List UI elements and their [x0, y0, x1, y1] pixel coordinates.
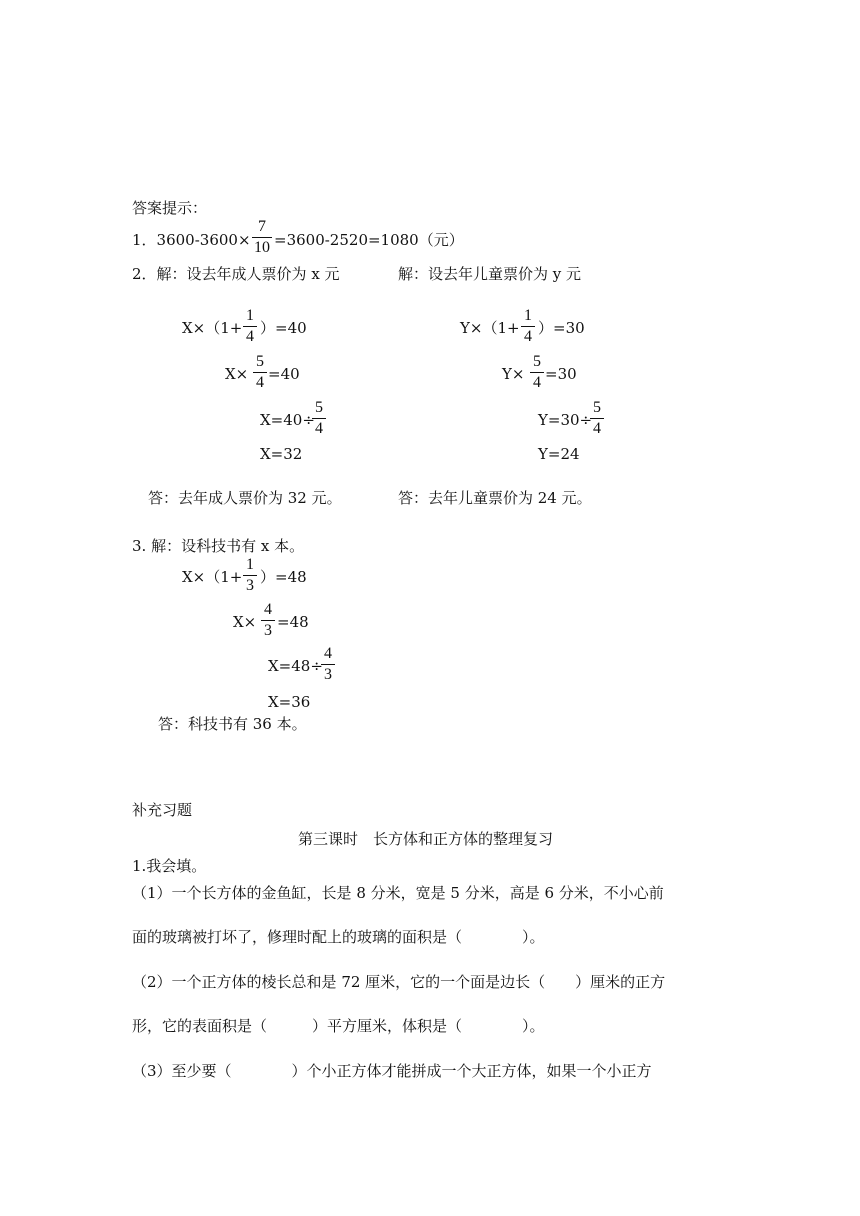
q3-line2-fraction — [261, 601, 275, 640]
q1-fraction — [252, 218, 272, 257]
q2-answer-right: 答：去年儿童票价为 24 元。 — [398, 489, 592, 507]
q2-right-line2-fraction — [530, 353, 544, 392]
q1-pre: 1．3600-3600× — [132, 231, 251, 249]
q2-answer-left: 答：去年成人票价为 32 元。 — [148, 489, 342, 507]
frac-num: 1 — [246, 307, 254, 324]
q3-line3-fraction — [321, 645, 335, 684]
q3-line2-post: =48 — [277, 613, 309, 631]
frac-num: 5 — [593, 399, 601, 416]
q2-left-line2-post: =40 — [268, 365, 300, 383]
problem3-line1: （3）至少要（ ）个小正方体才能拼成一个大正方体，如果一个小正方 — [132, 1062, 652, 1080]
answers-title: 答案提示： — [132, 199, 208, 217]
q2-header-right: 解：设去年儿童票价为 y 元 — [398, 265, 582, 283]
frac-den: 4 — [246, 328, 254, 345]
q2-left-line2-fraction — [253, 353, 267, 392]
q3-header: 3. 解：设科技书有 x 本。 — [132, 537, 305, 555]
q2-header-left: 2．解：设去年成人票价为 x 元 — [132, 265, 340, 283]
frac-num: 4 — [264, 601, 272, 618]
q1-frac-num: 7 — [258, 218, 266, 235]
q3-line1-fraction — [243, 556, 257, 595]
frac-num: 5 — [315, 399, 323, 416]
q3-line1-post: ）=48 — [260, 568, 307, 586]
frac-num: 1 — [246, 556, 254, 573]
q2-right-line1-pre: Y×（1+ — [460, 319, 520, 337]
frac-num: 5 — [533, 353, 541, 370]
problem2-line2: 形，它的表面积是（ ）平方厘米，体积是（ ）。 — [132, 1017, 545, 1035]
q2-right-line3-pre: Y=30÷ — [538, 411, 593, 429]
frac-den: 3 — [264, 622, 272, 639]
q2-right-line4: Y=24 — [538, 445, 580, 463]
q2-left-line2-pre: X× — [225, 365, 249, 383]
problem1-line1: （1）一个长方体的金鱼缸，长是 8 分米，宽是 5 分米，高是 6 分米，不小心前 — [132, 884, 664, 902]
frac-den: 4 — [256, 374, 264, 391]
q2-right-line2-post: =30 — [545, 365, 577, 383]
q3-answer: 答：科技书有 36 本。 — [158, 715, 307, 733]
q2-left-line1-fraction — [243, 307, 257, 346]
q2-left-line4: X=32 — [260, 445, 303, 463]
problem2-line1: （2）一个正方体的棱长总和是 72 厘米，它的一个面是边长（ ）厘米的正方 — [132, 973, 666, 991]
frac-den: 3 — [324, 666, 332, 683]
problem1-line2: 面的玻璃被打坏了，修理时配上的玻璃的面积是（ ）。 — [132, 928, 545, 946]
q2-right-line1-fraction — [521, 307, 535, 346]
frac-num: 5 — [256, 353, 264, 370]
q2-left-line3-pre: X=40÷ — [260, 411, 315, 429]
lesson-title: 第三课时 长方体和正方体的整理复习 — [298, 830, 554, 848]
section-heading: 1.我会填。 — [132, 857, 207, 875]
frac-den: 3 — [246, 577, 254, 594]
q3-line2-pre: X× — [233, 613, 257, 631]
q3-line1-pre: X×（1+ — [182, 568, 243, 586]
frac-num: 4 — [324, 645, 332, 662]
q2-right-line2-pre: Y× — [502, 365, 525, 383]
q2-left-line1-pre: X×（1+ — [182, 319, 243, 337]
frac-den: 4 — [533, 374, 541, 391]
frac-den: 4 — [315, 420, 323, 437]
supplement-label: 补充习题 — [132, 801, 193, 819]
q1-frac-den: 10 — [254, 239, 270, 256]
q2-left-line3-fraction — [312, 399, 326, 438]
q1-post: =3600-2520=1080（元） — [274, 231, 464, 249]
q2-right-line1-post: ）=30 — [538, 319, 585, 337]
frac-num: 1 — [524, 307, 532, 324]
frac-den: 4 — [593, 420, 601, 437]
q3-line3-pre: X=48÷ — [268, 657, 323, 675]
q2-left-line1-post: ）=40 — [260, 319, 307, 337]
q2-right-line3-fraction — [590, 399, 604, 438]
q3-line4: X=36 — [268, 693, 311, 711]
frac-den: 4 — [524, 328, 532, 345]
